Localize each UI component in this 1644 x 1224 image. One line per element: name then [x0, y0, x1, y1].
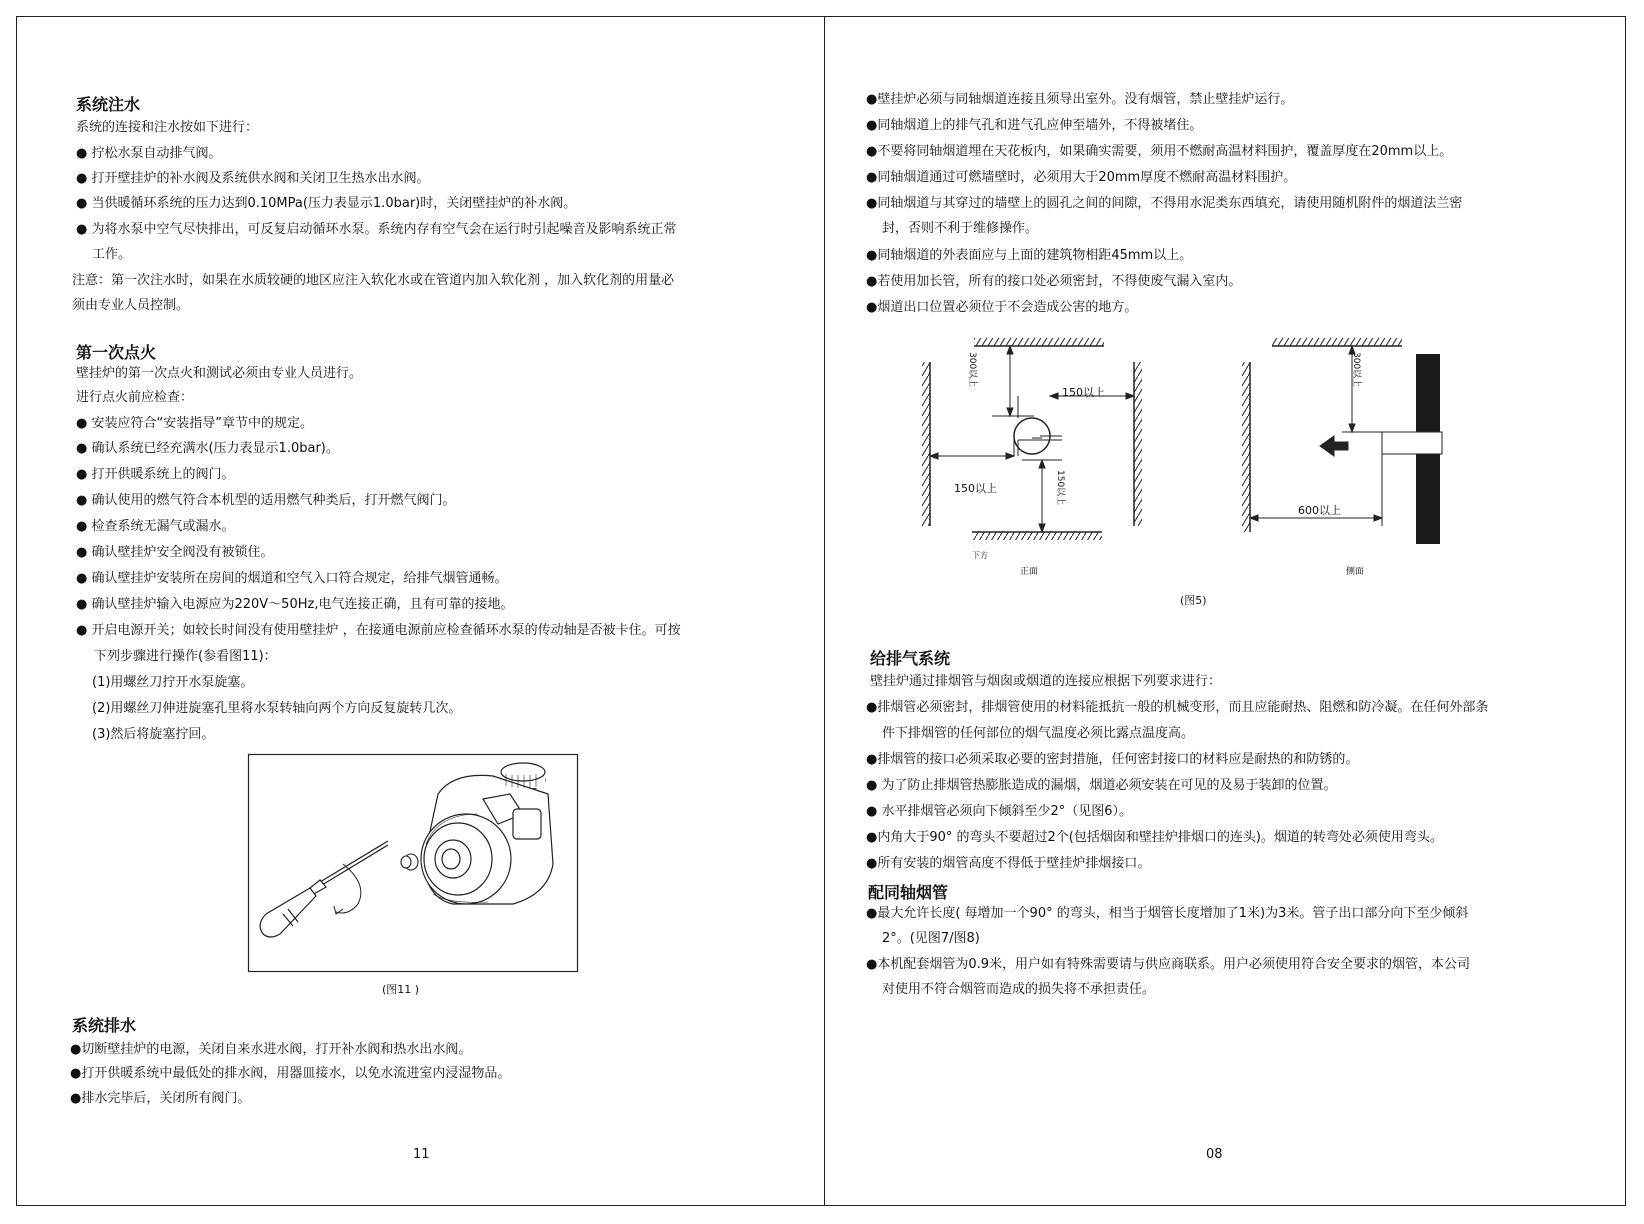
list-item: ● 安装应符合“安装指导”章节中的规定。	[76, 416, 313, 431]
list-item: ●同轴烟道与其穿过的墙壁上的圆孔之间的间隙，不得用水泥类东西填充，请使用随机附件的烟道法兰密	[866, 196, 1463, 211]
step: (3)然后将旋塞拧回。	[92, 727, 215, 742]
list-item: ● 为了防止排烟管热膨胀造成的漏烟，烟道必须安装在可见的及易于装卸的位置。	[866, 778, 1337, 793]
list-item-continued: 对使用不符合烟管而造成的损失将不承担责任。	[882, 982, 1156, 997]
list-item: ● 当供暖循环系统的压力达到0.10MPa(压力表显示1.0bar)时，关闭壁挂炉的补水阀。	[76, 196, 577, 211]
list-item-continued: 封，否则不利于维修操作。	[882, 221, 1039, 236]
dimension-label: 150以上	[954, 482, 997, 495]
label-below: 下方	[972, 551, 988, 560]
figure-5-side-view	[1242, 336, 1442, 546]
paragraph: 系统的连接和注水按如下进行：	[76, 120, 259, 135]
paragraph: 进行点火前应检查：	[76, 390, 194, 405]
list-item: ●若使用加长管，所有的接口处必须密封，不得使废气漏入室内。	[866, 274, 1242, 289]
dimension-label: 600以上	[1298, 504, 1341, 517]
figure-11-caption: (图11 )	[382, 983, 420, 996]
list-item: ●烟道出口位置必须位于不会造成公害的地方。	[866, 300, 1138, 315]
note: 注意：第一次注水时，如果在水质较硬的地区应注入软化水或在管道内加入软化剂 ，加入软化剂的用量必	[72, 273, 675, 288]
list-item: ●同轴烟道通过可燃墙壁时，必须用大于20mm厚度不燃耐高温材料围护。	[866, 170, 1297, 185]
page-number-left: 11	[413, 1147, 430, 1162]
dimension-label: 300以上	[1351, 352, 1361, 388]
list-item-continued: 工作。	[92, 247, 132, 262]
list-item: ●不要将同轴烟道埋在天花板内，如果确实需要，须用不燃耐高温材料围护，覆盖厚度在20mm以上。	[866, 144, 1453, 159]
list-item: ● 确认壁挂炉输入电源应为220V～50Hz,电气连接正确，且有可靠的接地。	[76, 597, 514, 612]
list-item-continued: 2°。(见图7/图8)	[882, 931, 980, 946]
list-item: ●打开供暖系统中最低处的排水阀，用器皿接水，以免水流进室内浸湿物品。	[70, 1066, 511, 1081]
section-title-coaxial-flue: 配同轴烟管	[868, 883, 949, 902]
paragraph: 壁挂炉的第一次点火和测试必须由专业人员进行。	[76, 366, 363, 381]
list-item: ● 水平排烟管必须向下倾斜至少2°（见图6）。	[866, 804, 1133, 819]
dimension-label: 300以上	[967, 352, 977, 388]
list-item: ● 检查系统无漏气或漏水。	[76, 519, 235, 534]
list-item: ●排烟管必须密封，排烟管使用的材料能抵抗一般的机械变形，而且应能耐热、阻燃和防冷凝。在任何外部条	[866, 700, 1489, 715]
list-item: ●内角大于90° 的弯头不要超过2个(包括烟囱和壁挂炉排烟口的连头)。烟道的转弯处必须使用弯头。	[866, 830, 1443, 845]
list-item: ● 开启电源开关；如较长时间没有使用壁挂炉 ，在接通电源前应检查循环水泵的传动轴是否被卡住。可按	[76, 623, 681, 638]
list-item: ●本机配套烟管为0.9米，用户如有特殊需要请与供应商联系。用户必须使用符合安全要求的烟管，本公司	[866, 957, 1471, 972]
figure-5-caption: (图5)	[1180, 594, 1207, 607]
section-title-system-drain: 系统排水	[72, 1016, 137, 1035]
list-item: ●最大允许长度( 每增加一个90° 的弯头，相当于烟管长度增加了1米)为3米。管子出口部分向下至少倾斜	[866, 906, 1469, 921]
list-item: ● 确认壁挂炉安装所在房间的烟道和空气入口符合规定，给排气烟管通畅。	[76, 571, 508, 586]
figure-11-pump-illustration	[248, 754, 578, 972]
list-item: ● 确认系统已经充满水(压力表显示1.0bar)。	[76, 441, 339, 456]
note-continued: 须由专业人员控制。	[72, 298, 190, 313]
section-title-first-ignition: 第一次点火	[76, 343, 157, 362]
list-item: ●排水完毕后，关闭所有阀门。	[70, 1091, 251, 1106]
step: (1)用螺丝刀拧开水泵旋塞。	[92, 675, 254, 690]
list-item: ● 为将水泵中空气尽快排出，可反复启动循环水泵。系统内存有空气会在运行时引起噪音及影响系统正常	[76, 222, 677, 237]
step: (2)用螺丝刀伸进旋塞孔里将水泵转轴向两个方向反复旋转几次。	[92, 701, 462, 716]
paragraph: 壁挂炉通过排烟管与烟囱或烟道的连接应根据下列要求进行：	[870, 674, 1222, 689]
list-item: ● 确认壁挂炉安全阀没有被锁住。	[76, 545, 274, 560]
label-side-view: 侧面	[1346, 567, 1365, 577]
dimension-label: 150以上	[1055, 470, 1065, 506]
page-divider	[824, 16, 825, 1206]
list-item: ● 确认使用的燃气符合本机型的适用燃气种类后，打开燃气阀门。	[76, 493, 456, 508]
list-item: ● 打开壁挂炉的补水阀及系统供水阀和关闭卫生热水出水阀。	[76, 171, 430, 186]
list-item-continued: 下列步骤进行操作(参看图11)：	[94, 649, 277, 664]
section-title-system-fill: 系统注水	[76, 95, 141, 114]
list-item: ●同轴烟道上的排气孔和进气孔应伸至墙外，不得被堵住。	[866, 118, 1203, 133]
list-item-continued: 件下排烟管的任何部位的烟气温度必须比露点温度高。	[882, 726, 1195, 741]
list-item: ●所有安装的烟管高度不得低于壁挂炉排烟接口。	[866, 856, 1151, 871]
list-item: ● 拧松水泵自动排气阀。	[76, 146, 222, 161]
section-title-exhaust-system: 给排气系统	[870, 649, 951, 668]
list-item: ●排烟管的接口必须采取必要的密封措施，任何密封接口的材料应是耐热的和防锈的。	[866, 752, 1359, 767]
list-item: ●壁挂炉必须与同轴烟道连接且须导出室外。没有烟管，禁止壁挂炉运行。	[866, 92, 1294, 107]
dimension-label: 150以上	[1062, 386, 1105, 399]
figure-5-front-view	[922, 336, 1142, 546]
list-item: ● 打开供暖系统上的阀门。	[76, 467, 235, 482]
page-number-right: 08	[1206, 1147, 1223, 1162]
list-item: ●同轴烟道的外表面应与上面的建筑物相距45mm以上。	[866, 248, 1193, 263]
list-item: ●切断壁挂炉的电源，关闭自来水进水阀，打开补水阀和热水出水阀。	[70, 1042, 472, 1057]
label-front-view: 正面	[1020, 567, 1039, 577]
